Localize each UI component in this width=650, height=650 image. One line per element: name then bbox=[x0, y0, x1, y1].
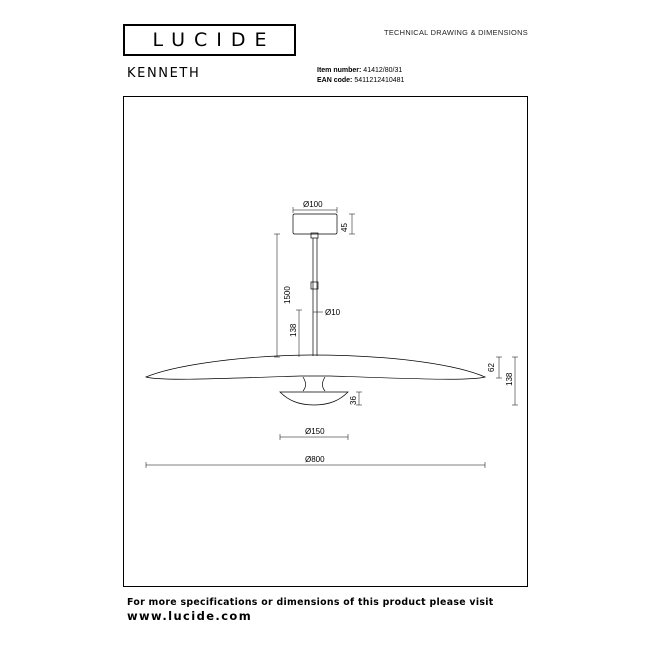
diffuser-height-label: 36 bbox=[349, 396, 358, 405]
canopy-diameter-label: Ø100 bbox=[303, 200, 323, 209]
item-number-value: 41412/80/31 bbox=[363, 67, 403, 74]
lower-height-label: 138 bbox=[289, 323, 298, 337]
lamp-shade bbox=[146, 355, 485, 379]
shade-height-label: 62 bbox=[487, 363, 496, 372]
item-number-label: Item number: bbox=[317, 67, 362, 74]
footer-text: For more specifications or dimensions of this product please visit bbox=[127, 597, 494, 608]
shade-diameter-label: Ø800 bbox=[305, 455, 325, 464]
diffuser-diameter-label: Ø150 bbox=[305, 427, 325, 436]
total-height-label: 1500 bbox=[283, 286, 292, 304]
footer-url[interactable]: www.lucide.com bbox=[127, 609, 253, 623]
logo-text: LUCIDE bbox=[152, 29, 276, 51]
diffuser-stem bbox=[303, 377, 325, 391]
rod-diameter-label: Ø10 bbox=[325, 308, 341, 317]
ean-code-value: 5411212410481 bbox=[354, 77, 405, 84]
canopy bbox=[293, 214, 337, 234]
product-name: KENNETH bbox=[127, 66, 201, 81]
ean-code-label: EAN code: bbox=[317, 77, 353, 84]
diffuser bbox=[280, 392, 348, 405]
overall-height-label: 138 bbox=[505, 372, 514, 386]
document-type: TECHNICAL DRAWING & DIMENSIONS bbox=[384, 28, 528, 37]
canopy-height-label: 45 bbox=[340, 223, 349, 232]
